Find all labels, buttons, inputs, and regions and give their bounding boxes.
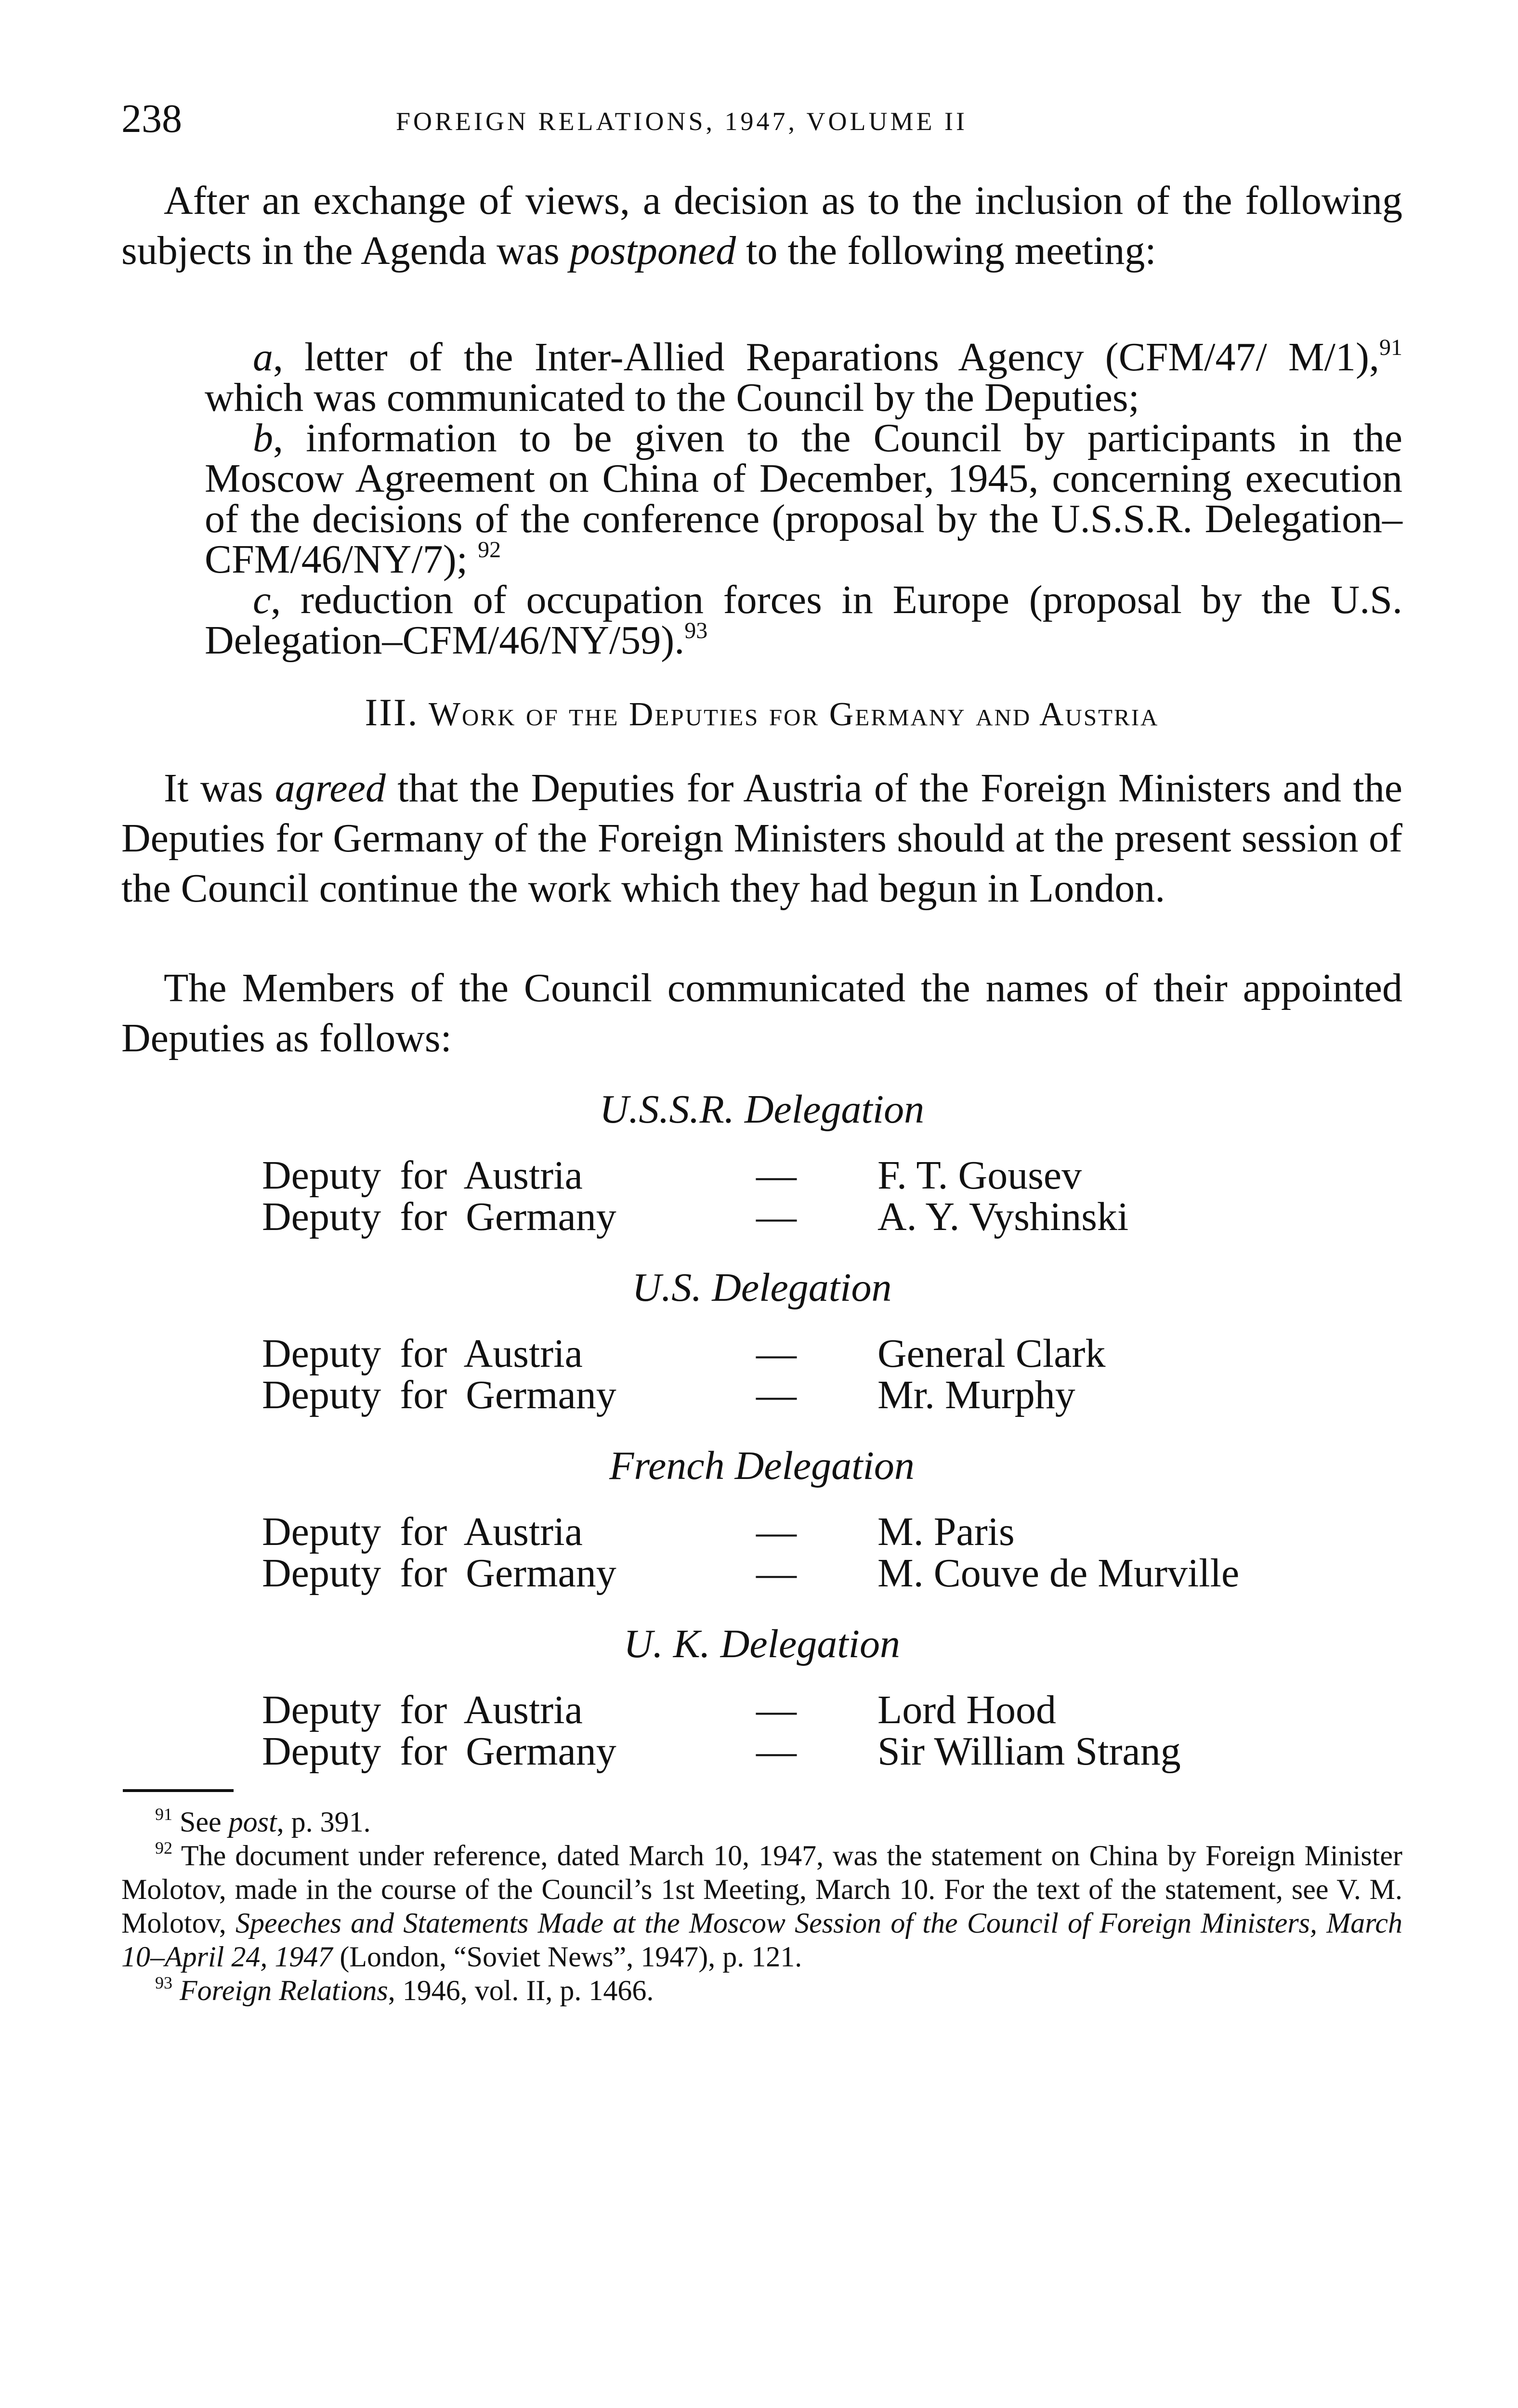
item-letter: a	[253, 335, 273, 380]
footnote	[121, 1839, 1402, 1974]
deputy-row	[121, 1553, 1402, 1594]
deputy-row	[121, 1689, 1402, 1731]
deputy-name: General Clark	[877, 1331, 1106, 1376]
deputy-role: Deputy for Germany	[262, 1729, 616, 1774]
agenda-text-start: After an exchange of views, a decision as to the inclusion of the following subjects in the Agenda was	[121, 178, 1402, 273]
page-header	[121, 96, 1402, 152]
deputy-name: A. Y. Vyshinski	[877, 1194, 1129, 1239]
agreement-emphasis: agreed	[275, 766, 386, 811]
item-text: , reduction of occupation forces in Europe (proposal by the U.S. Delegation–CFM/46/NY/59).	[205, 577, 1402, 663]
deputy-name: M. Couve de Murville	[877, 1551, 1240, 1596]
members-paragraph	[121, 963, 1402, 1063]
footnote-reference: 93	[684, 618, 708, 643]
footnote-text: See	[172, 1806, 229, 1838]
deputy-name: Mr. Murphy	[877, 1373, 1075, 1417]
page-number: 238	[121, 96, 182, 141]
list-item	[205, 577, 1402, 663]
deputy-row	[121, 1196, 1402, 1238]
footnote-divider	[123, 1789, 234, 1792]
deputy-role: Deputy for Germany	[262, 1194, 616, 1239]
dash: —	[756, 1551, 797, 1596]
deputy-row	[121, 1374, 1402, 1416]
footnote-number: 92	[155, 1838, 172, 1858]
footnote-number: 93	[155, 1973, 172, 1992]
item-text: , information to be given to the Council by participants in the Moscow Agreement on China of December, 1945, concerning execution of the decisions of the conference (proposal by the U.S.S.R. Delegation–CFM/46/NY/7);	[205, 416, 1402, 582]
dash: —	[756, 1729, 797, 1774]
footnote	[121, 1974, 1402, 2007]
footnote-text-end: (London, “Soviet News”, 1947), p. 121.	[332, 1941, 802, 1973]
delegation-block	[121, 1265, 1402, 1417]
dash: —	[756, 1153, 797, 1198]
deputy-role: Deputy for Germany	[262, 1551, 616, 1596]
footnote-reference: 92	[478, 537, 501, 563]
deputy-row	[121, 1511, 1402, 1553]
deputy-role: Deputy for Germany	[262, 1373, 616, 1417]
deputy-name: Sir William Strang	[877, 1729, 1181, 1774]
deputy-row	[121, 1731, 1402, 1772]
dash: —	[756, 1331, 797, 1376]
footnote-text: The document under reference, dated March 10, 1947, was the statement on China by Foreign Minister Molotov, made in the course of the Council’s 1st Meeting, March 10. For the text of the statement, see V. M. Molotov,	[121, 1840, 1402, 1939]
list-item	[205, 337, 1402, 418]
item-letter: b	[253, 416, 273, 460]
footnote-number: 91	[155, 1805, 172, 1824]
deputy-role: Deputy for Austria	[262, 1688, 583, 1732]
delegation-block	[121, 1089, 1402, 1238]
section-heading	[121, 694, 1402, 732]
members-text: The Members of the Council communicated the names of their appointed Deputies as follows:	[121, 966, 1402, 1060]
delegation-title: U.S. Delegation	[632, 1265, 892, 1310]
delegation-block	[121, 1624, 1402, 1772]
footnotes	[121, 1805, 1402, 2007]
postponed-items-list	[205, 337, 1402, 661]
footnote-text-end: , p. 391.	[276, 1806, 371, 1838]
agreement-text-start: It was	[164, 766, 275, 811]
footnote-text-end: , 1946, vol. II, p. 1466.	[388, 1975, 654, 2006]
list-item	[205, 418, 1402, 580]
agreement-text-end: that the Deputies for Austria of the Foreign Ministers and the Deputies for Germany of the Foreign Ministers should at the present session of the Council continue the work which they had begun in London.	[121, 766, 1402, 911]
item-text-continued: which was communicated to the Council by the Deputies;	[205, 375, 1139, 420]
agreement-paragraph	[121, 763, 1402, 914]
dash: —	[756, 1688, 797, 1732]
footnote-italic: Foreign Relations	[180, 1975, 388, 2006]
deputy-name: F. T. Gousev	[877, 1153, 1082, 1198]
deputy-row	[121, 1155, 1402, 1196]
delegation-title: U.S.S.R. Delegation	[599, 1087, 925, 1132]
footnote-italic: Speeches and Statements Made at the Moscow Session of the Council of Foreign Ministers, March 10–April 24, 1947	[121, 1907, 1402, 1973]
dash: —	[756, 1373, 797, 1417]
item-letter: c	[253, 577, 271, 622]
dash: —	[756, 1194, 797, 1239]
deputy-name: M. Paris	[877, 1509, 1015, 1554]
item-text: , letter of the Inter-Allied Reparations Agency (CFM/47/ M/1),	[273, 335, 1379, 380]
delegation-block	[121, 1443, 1402, 1596]
dash: —	[756, 1509, 797, 1554]
deputy-role: Deputy for Austria	[262, 1153, 583, 1198]
agenda-emphasis: postponed	[569, 228, 736, 273]
running-head: FOREIGN RELATIONS, 1947, VOLUME II	[396, 107, 968, 136]
deputy-name: Lord Hood	[877, 1688, 1056, 1732]
section-title: Work of the Deputies for Germany and Austria	[428, 696, 1159, 733]
agenda-paragraph	[121, 176, 1402, 276]
deputy-role: Deputy for Austria	[262, 1331, 583, 1376]
footnote	[121, 1805, 1402, 1839]
agenda-text-end: to the following meeting:	[736, 228, 1156, 273]
footnote-reference: 91	[1379, 335, 1402, 360]
footnote-italic: post	[228, 1806, 277, 1838]
deputy-role: Deputy for Austria	[262, 1509, 583, 1554]
delegation-title: French Delegation	[609, 1443, 915, 1488]
deputy-row	[121, 1333, 1402, 1374]
section-numeral: III.	[365, 692, 419, 734]
delegation-title: U. K. Delegation	[624, 1622, 900, 1666]
